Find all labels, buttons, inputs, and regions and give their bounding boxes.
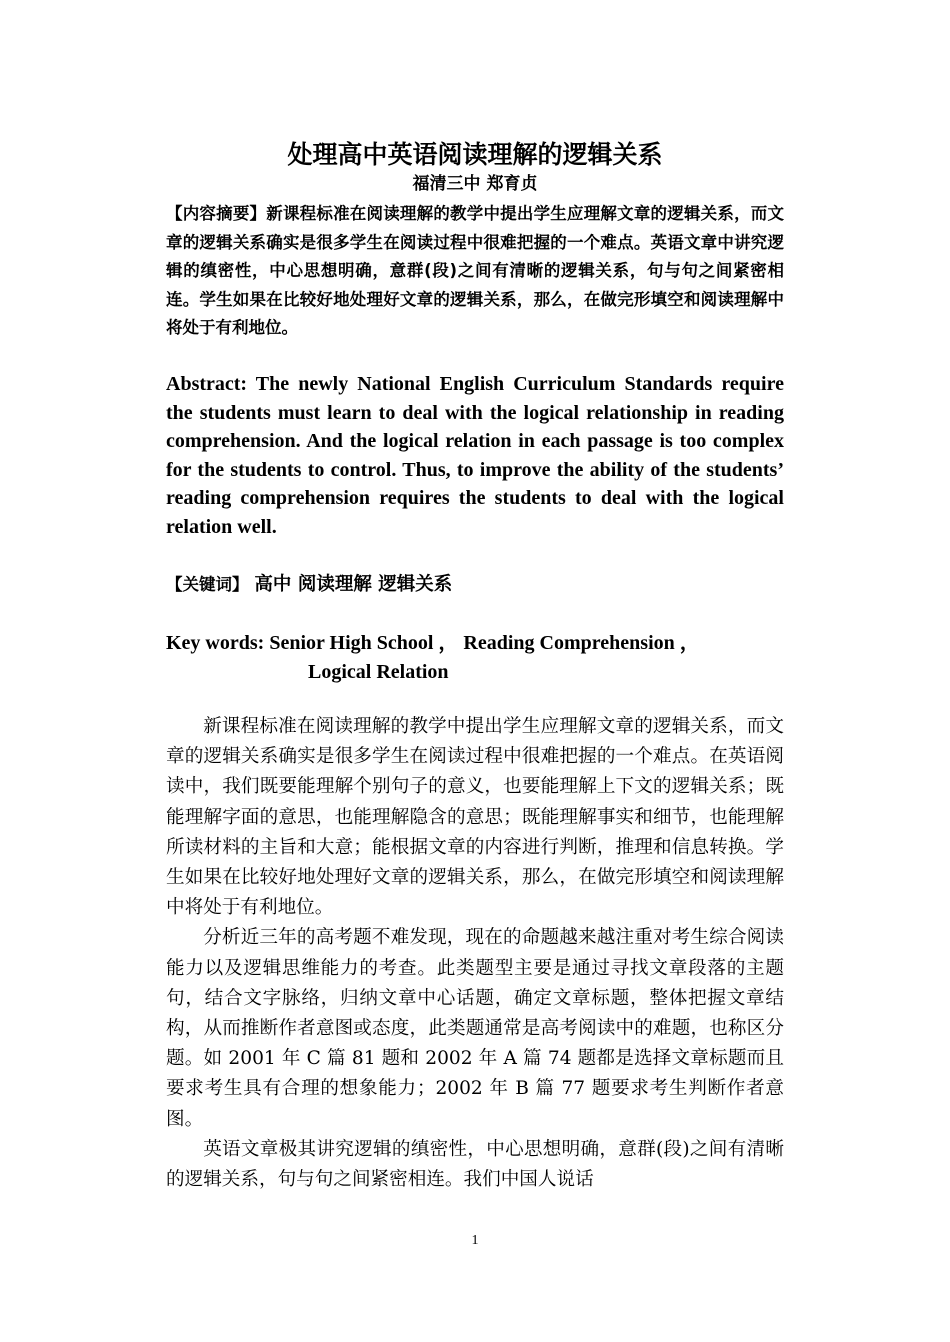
english-keywords-line-1: Key words: Senior High School ， Reading Comprehension ， [166, 632, 700, 654]
chinese-keywords [166, 571, 784, 599]
body-paragraph: 新课程标准在阅读理解的教学中提出学生应理解文章的逻辑关系，而文章的逻辑关系确实是很多学生在阅读过程中很难把握的一个难点。在英语阅读中，我们既要能理解个别句子的意义，也要能理解上下文的逻辑关系；既能理解字面的意思，也能理解隐含的意思；既能理解事实和细节，也能理解所读材料的主旨和大意；能根据文章的内容进行判断，推理和信息转换。学生如果在比较好地处理好文章的逻辑关系，那么，在做完形填空和阅读理解中将处于有利地位。 [166, 716, 784, 919]
chinese-abstract: 【内容摘要】新课程标准在阅读理解的教学中提出学生应理解文章的逻辑关系，而文章的逻辑关系确实是很多学生在阅读过程中很难把握的一个难点。英语文章中讲究逻辑的缜密性，中心思想明确，意群(段)之间有清晰的逻辑关系，句与句之间紧密相连。学生如果在比较好地处理好文章的逻辑关系，那么，在做完形填空和阅读理解中将处于有利地位。 [166, 204, 784, 338]
body-text [166, 712, 784, 1195]
body-paragraph: 英语文章极其讲究逻辑的缜密性，中心思想明确，意群(段)之间有清晰的逻辑关系，句与句之间紧密相连。我们中国人说话 [166, 1138, 784, 1191]
english-abstract: Abstract: The newly National English Curriculum Standards require the students must learn to deal with the logical relationship in reading comprehension. And the logical relation in each passage is too complex for the students to control. Thus, to improve the ability of the students’ reading comprehension requires the students to deal with the logical relation well. [166, 373, 784, 538]
english-keywords [166, 629, 784, 687]
keywords-value: 高中 阅读理解 逻辑关系 [254, 574, 453, 595]
body-paragraph: 分析近三年的高考题不难发现，现在的命题越来越注重对考生综合阅读能力以及逻辑思维能力的考查。此类题型主要是通过寻找文章段落的主题句，结合文字脉络，归纳文章中心话题，确定文章标题，整体把握文章结构，从而推断作者意图或态度，此类题通常是高考阅读中的难题，也称区分题。如 2001 年 C 篇 81 题和 2002 年 A 篇 74 题都是选择文章标题而且要求考生具有合理的想象能力；2002 年 B 篇 77 题要求考生判断作者意图。 [166, 927, 784, 1130]
page-number: 1 [471, 1233, 479, 1248]
keywords-label: 【关键词】 [166, 575, 249, 594]
english-keywords-line-2: Logical Relation [308, 661, 449, 683]
author-line: 福清三中 郑育贞 [412, 174, 538, 194]
document-title: 处理高中英语阅读理解的逻辑关系 [287, 140, 663, 169]
